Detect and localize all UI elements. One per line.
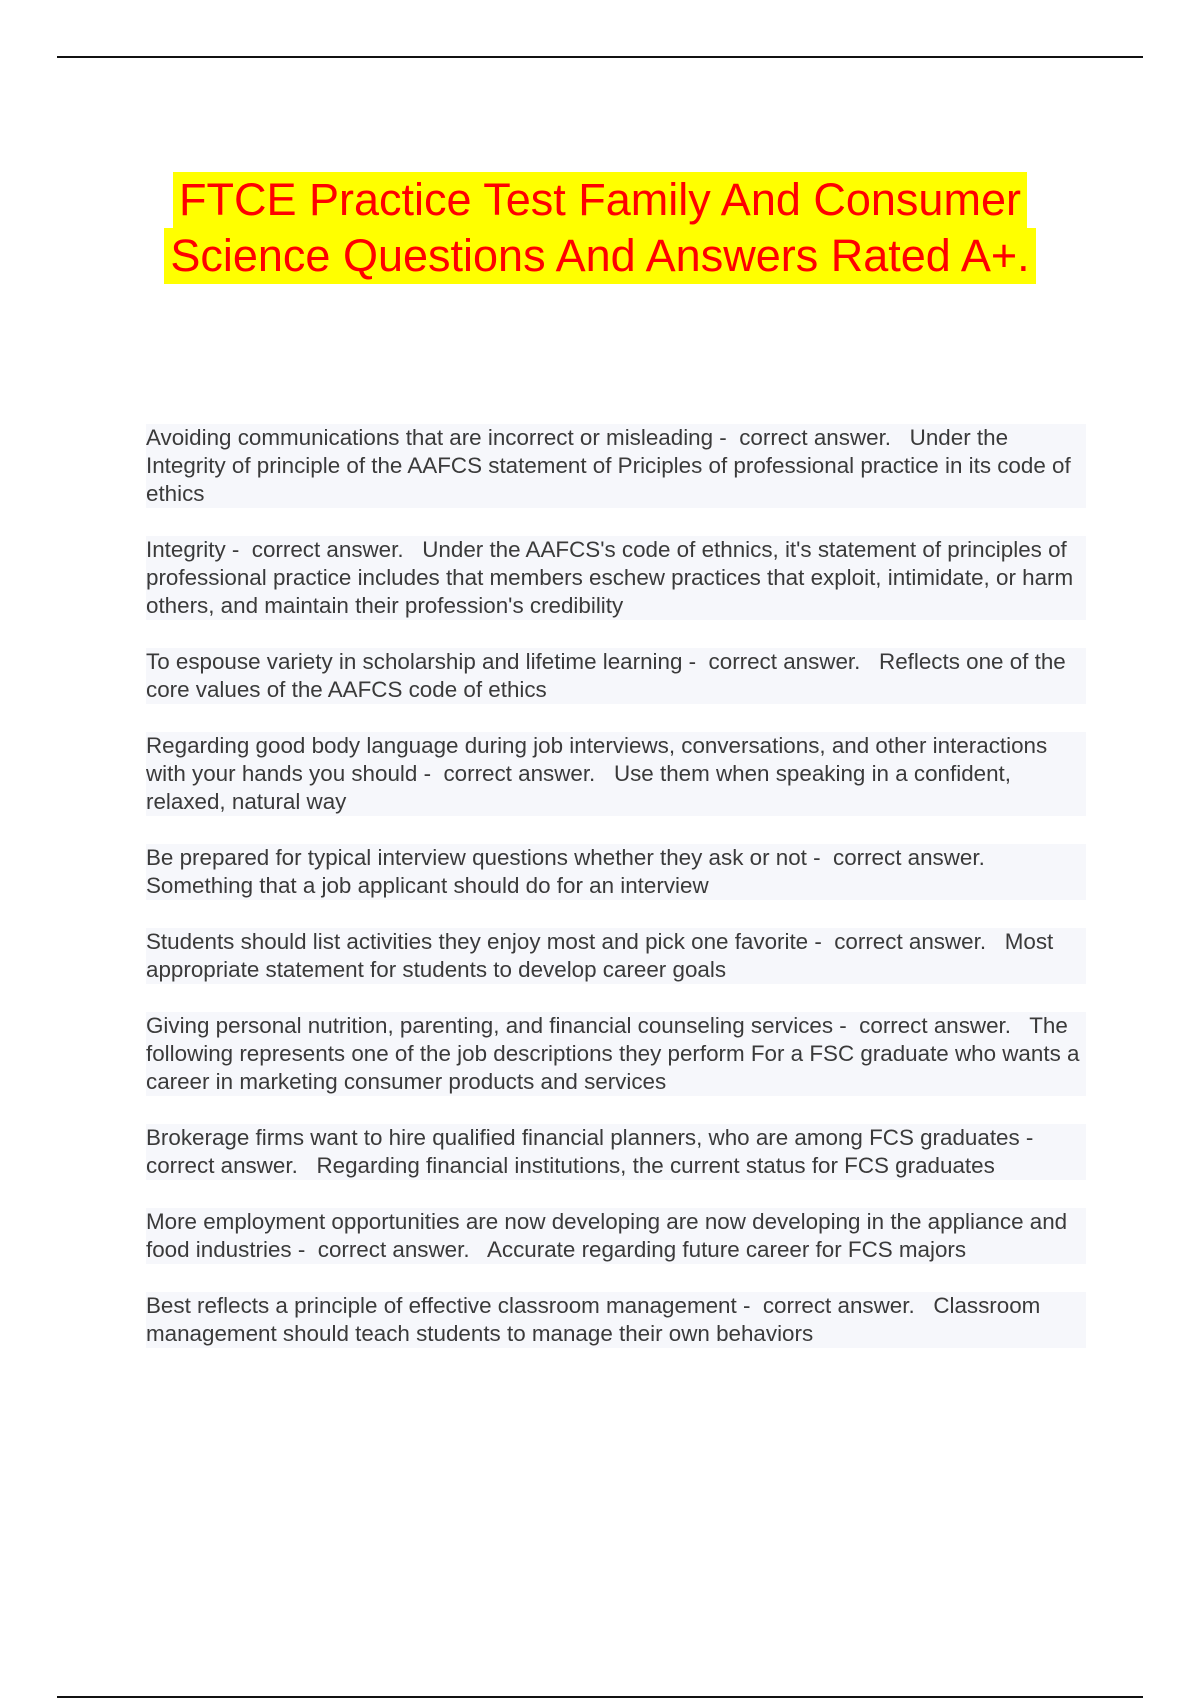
qa-item: Integrity - correct answer. Under the AAFCS's code of ethnics, it's statement of principles of professional practice includes that members eschew practices that exploit, intimidate, or harm others, and maintain their profession's credibility	[146, 536, 1086, 620]
qa-item: Best reflects a principle of effective classroom management - correct answer. Classroom management should teach students to manage their own behaviors	[146, 1292, 1086, 1348]
qa-list	[146, 424, 1086, 1376]
qa-item: Be prepared for typical interview questions whether they ask or not - correct answer. Something that a job applicant should do for an interview	[146, 844, 1086, 900]
title-line-2: Science Questions And Answers Rated A+.	[164, 228, 1035, 284]
bottom-rule	[57, 1696, 1143, 1698]
qa-item: Avoiding communications that are incorrect or misleading - correct answer. Under the Integrity of principle of the AAFCS statement of Priciples of professional practice in its code of ethics	[146, 424, 1086, 508]
qa-item: More employment opportunities are now developing are now developing in the appliance and food industries - correct answer. Accurate regarding future career for FCS majors	[146, 1208, 1086, 1264]
top-rule	[57, 56, 1143, 58]
document-title	[0, 172, 1200, 284]
qa-item: Brokerage firms want to hire qualified financial planners, who are among FCS graduates - correct answer. Regarding financial institutions, the current status for FCS graduates	[146, 1124, 1086, 1180]
title-line-1: FTCE Practice Test Family And Consumer	[173, 172, 1027, 228]
qa-item: Giving personal nutrition, parenting, and financial counseling services - correct answer. The following represents one of the job descriptions they perform For a FSC graduate who wants a career in marketing consumer products and services	[146, 1013, 1086, 1094]
qa-item: Regarding good body language during job interviews, conversations, and other interactions with your hands you should - correct answer. Use them when speaking in a confident, relaxed, natural way	[146, 732, 1086, 816]
qa-item: Students should list activities they enjoy most and pick one favorite - correct answer. Most appropriate statement for students to develop career goals	[146, 928, 1086, 984]
qa-item: To espouse variety in scholarship and lifetime learning - correct answer. Reflects one of the core values of the AAFCS code of ethics	[146, 648, 1086, 704]
